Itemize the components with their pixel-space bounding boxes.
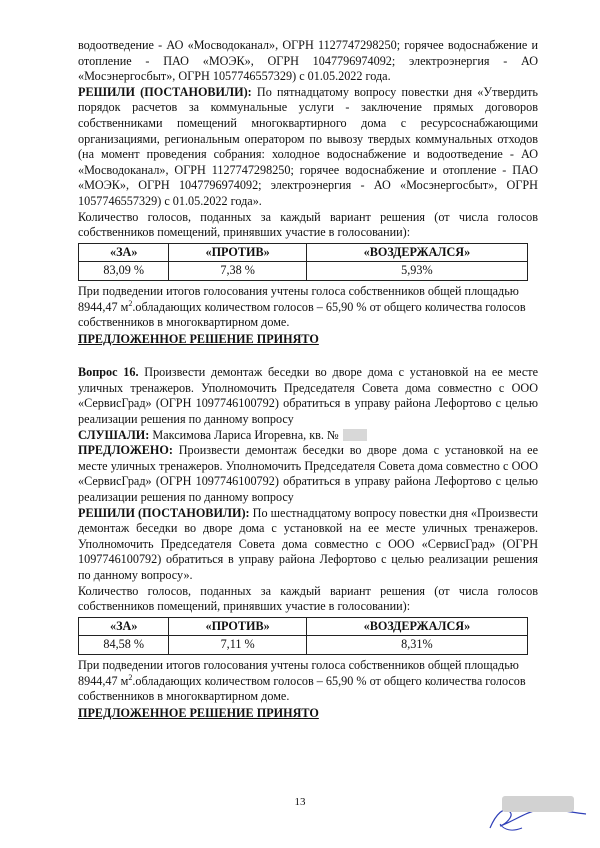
question-15-continuation: водоотведение - АО «Мосводоканал», ОГРН 1127747298250; горячее водоснабжение и отопление - ПАО «МОЭК», ОГРН 1047796974092; электроэнергия - АО «Мосэнергосбыт», ОГРН 1057746557329) с 01.05.2022 года. [78, 38, 538, 84]
proposed-text: Произвести демонтаж беседки во дворе дома с установкой на ее месте уличных тренажеров. Уполномочить Председателя Совета дома совместно с ООО «СервисГрад» (ОГРН 1097746100792) обратиться в управу района Лефортово с целью реализации решения по данному вопросу [78, 443, 538, 505]
votes-header-abstain: «ВОЗДЕРЖАЛСЯ» [306, 617, 527, 636]
votes-value-for: 84,58 % [79, 636, 169, 655]
decision-accepted: ПРЕДЛОЖЕННОЕ РЕШЕНИЕ ПРИНЯТО [78, 331, 319, 346]
votes-table [78, 243, 528, 281]
resolved-text: По шестнадцатому вопросу повестки дня «Произвести демонтаж беседки во дворе дома с установкой на ее месте уличных тренажеров. Уполномочить Председателя Совета дома совместно с ООО «СервисГрад» (ОГРН 1097746100792) обратиться в управу района Лефортово с целью реализации решения по данному вопросу». [78, 505, 538, 582]
resolved-text: По пятнадцатому вопросу повестки дня «Утвердить порядок расчетов за коммунальные услуги - заключение прямых договоров собственниками помещений многоквартирного дома с ресурсоснабжающими организациями, региональным оператором по вывозу твердых коммунальных отходов (на момент проведения собрания: холодное водоснабжение и водоотведение - АО «Мосводоканал», ОГРН 1127747298250; горячее водоснабжение и отопление - ПАО «МОЭК», ОГРН 1047796974092; электроэнергия - АО «Мосэнергосбыт», ОГРН 1057746557329) с 01.05.2022 года». [78, 84, 538, 208]
votes-value-against: 7,11 % [169, 636, 306, 655]
question-16 [78, 365, 538, 427]
votes-header-abstain: «ВОЗДЕРЖАЛСЯ» [306, 243, 527, 262]
votes-table [78, 617, 528, 655]
voting-summary [78, 284, 538, 331]
summary-part-1: При подведении итогов голосования учтены голоса собственников общей площадью 8944,47 м [78, 283, 519, 314]
question-label: Вопрос 16. [78, 365, 139, 380]
question-text: Произвести демонтаж беседки во дворе дома с установкой на ее месте уличных тренажеров. Уполномочить Председателя Совета дома совместно с ООО «СервисГрад» (ОГРН 1097746100792) обратиться в управу района Лефортово с целью реализации решения по данному вопросу [78, 365, 539, 427]
decision-accepted: ПРЕДЛОЖЕННОЕ РЕШЕНИЕ ПРИНЯТО [78, 705, 319, 720]
votes-value-against: 7,38 % [169, 262, 306, 281]
votes-intro: Количество голосов, поданных за каждый вариант решения (от числа голосов собственников помещений, принявших участие в голосовании): [78, 583, 538, 614]
summary-part-1: При подведении итогов голосования учтены голоса собственников общей площадью 8944,47 м [78, 657, 519, 688]
heard [78, 428, 538, 444]
votes-header-against: «ПРОТИВ» [169, 243, 306, 262]
document-page [78, 38, 538, 721]
question-15-resolution [78, 85, 538, 210]
votes-header-against: «ПРОТИВ» [169, 617, 306, 636]
voting-summary [78, 658, 538, 705]
votes-value-abstain: 8,31% [306, 636, 527, 655]
votes-value-for: 83,09 % [79, 262, 169, 281]
summary-part-2: .обладающих количеством голосов – 65,90 % от общего количества голосов собственников в многоквартирном доме. [78, 673, 526, 704]
question-16-resolution [78, 506, 538, 584]
page-number: 13 [294, 796, 306, 808]
resolved-label: РЕШИЛИ (ПОСТАНОВИЛИ): [78, 84, 252, 99]
votes-intro: Количество голосов, поданных за каждый вариант решения (от числа голосов собственников помещений, принявших участие в голосовании): [78, 209, 538, 240]
summary-superscript: 2 [128, 298, 133, 308]
votes-header-for: «ЗА» [79, 617, 169, 636]
redacted-signature-name [502, 796, 574, 812]
redacted-apartment [343, 429, 367, 441]
heard-text: Максимова Лариса Игоревна, кв. № [149, 427, 339, 442]
summary-superscript: 2 [128, 672, 133, 682]
proposed-label: ПРЕДЛОЖЕНО: [78, 443, 173, 458]
resolved-label: РЕШИЛИ (ПОСТАНОВИЛИ): [78, 505, 250, 520]
votes-value-abstain: 5,93% [306, 262, 527, 281]
votes-header-for: «ЗА» [79, 243, 169, 262]
heard-label: СЛУШАЛИ: [78, 427, 150, 442]
summary-part-2: .обладающих количеством голосов – 65,90 % от общего количества голосов собственников в многоквартирном доме. [78, 299, 526, 330]
proposed [78, 443, 538, 505]
